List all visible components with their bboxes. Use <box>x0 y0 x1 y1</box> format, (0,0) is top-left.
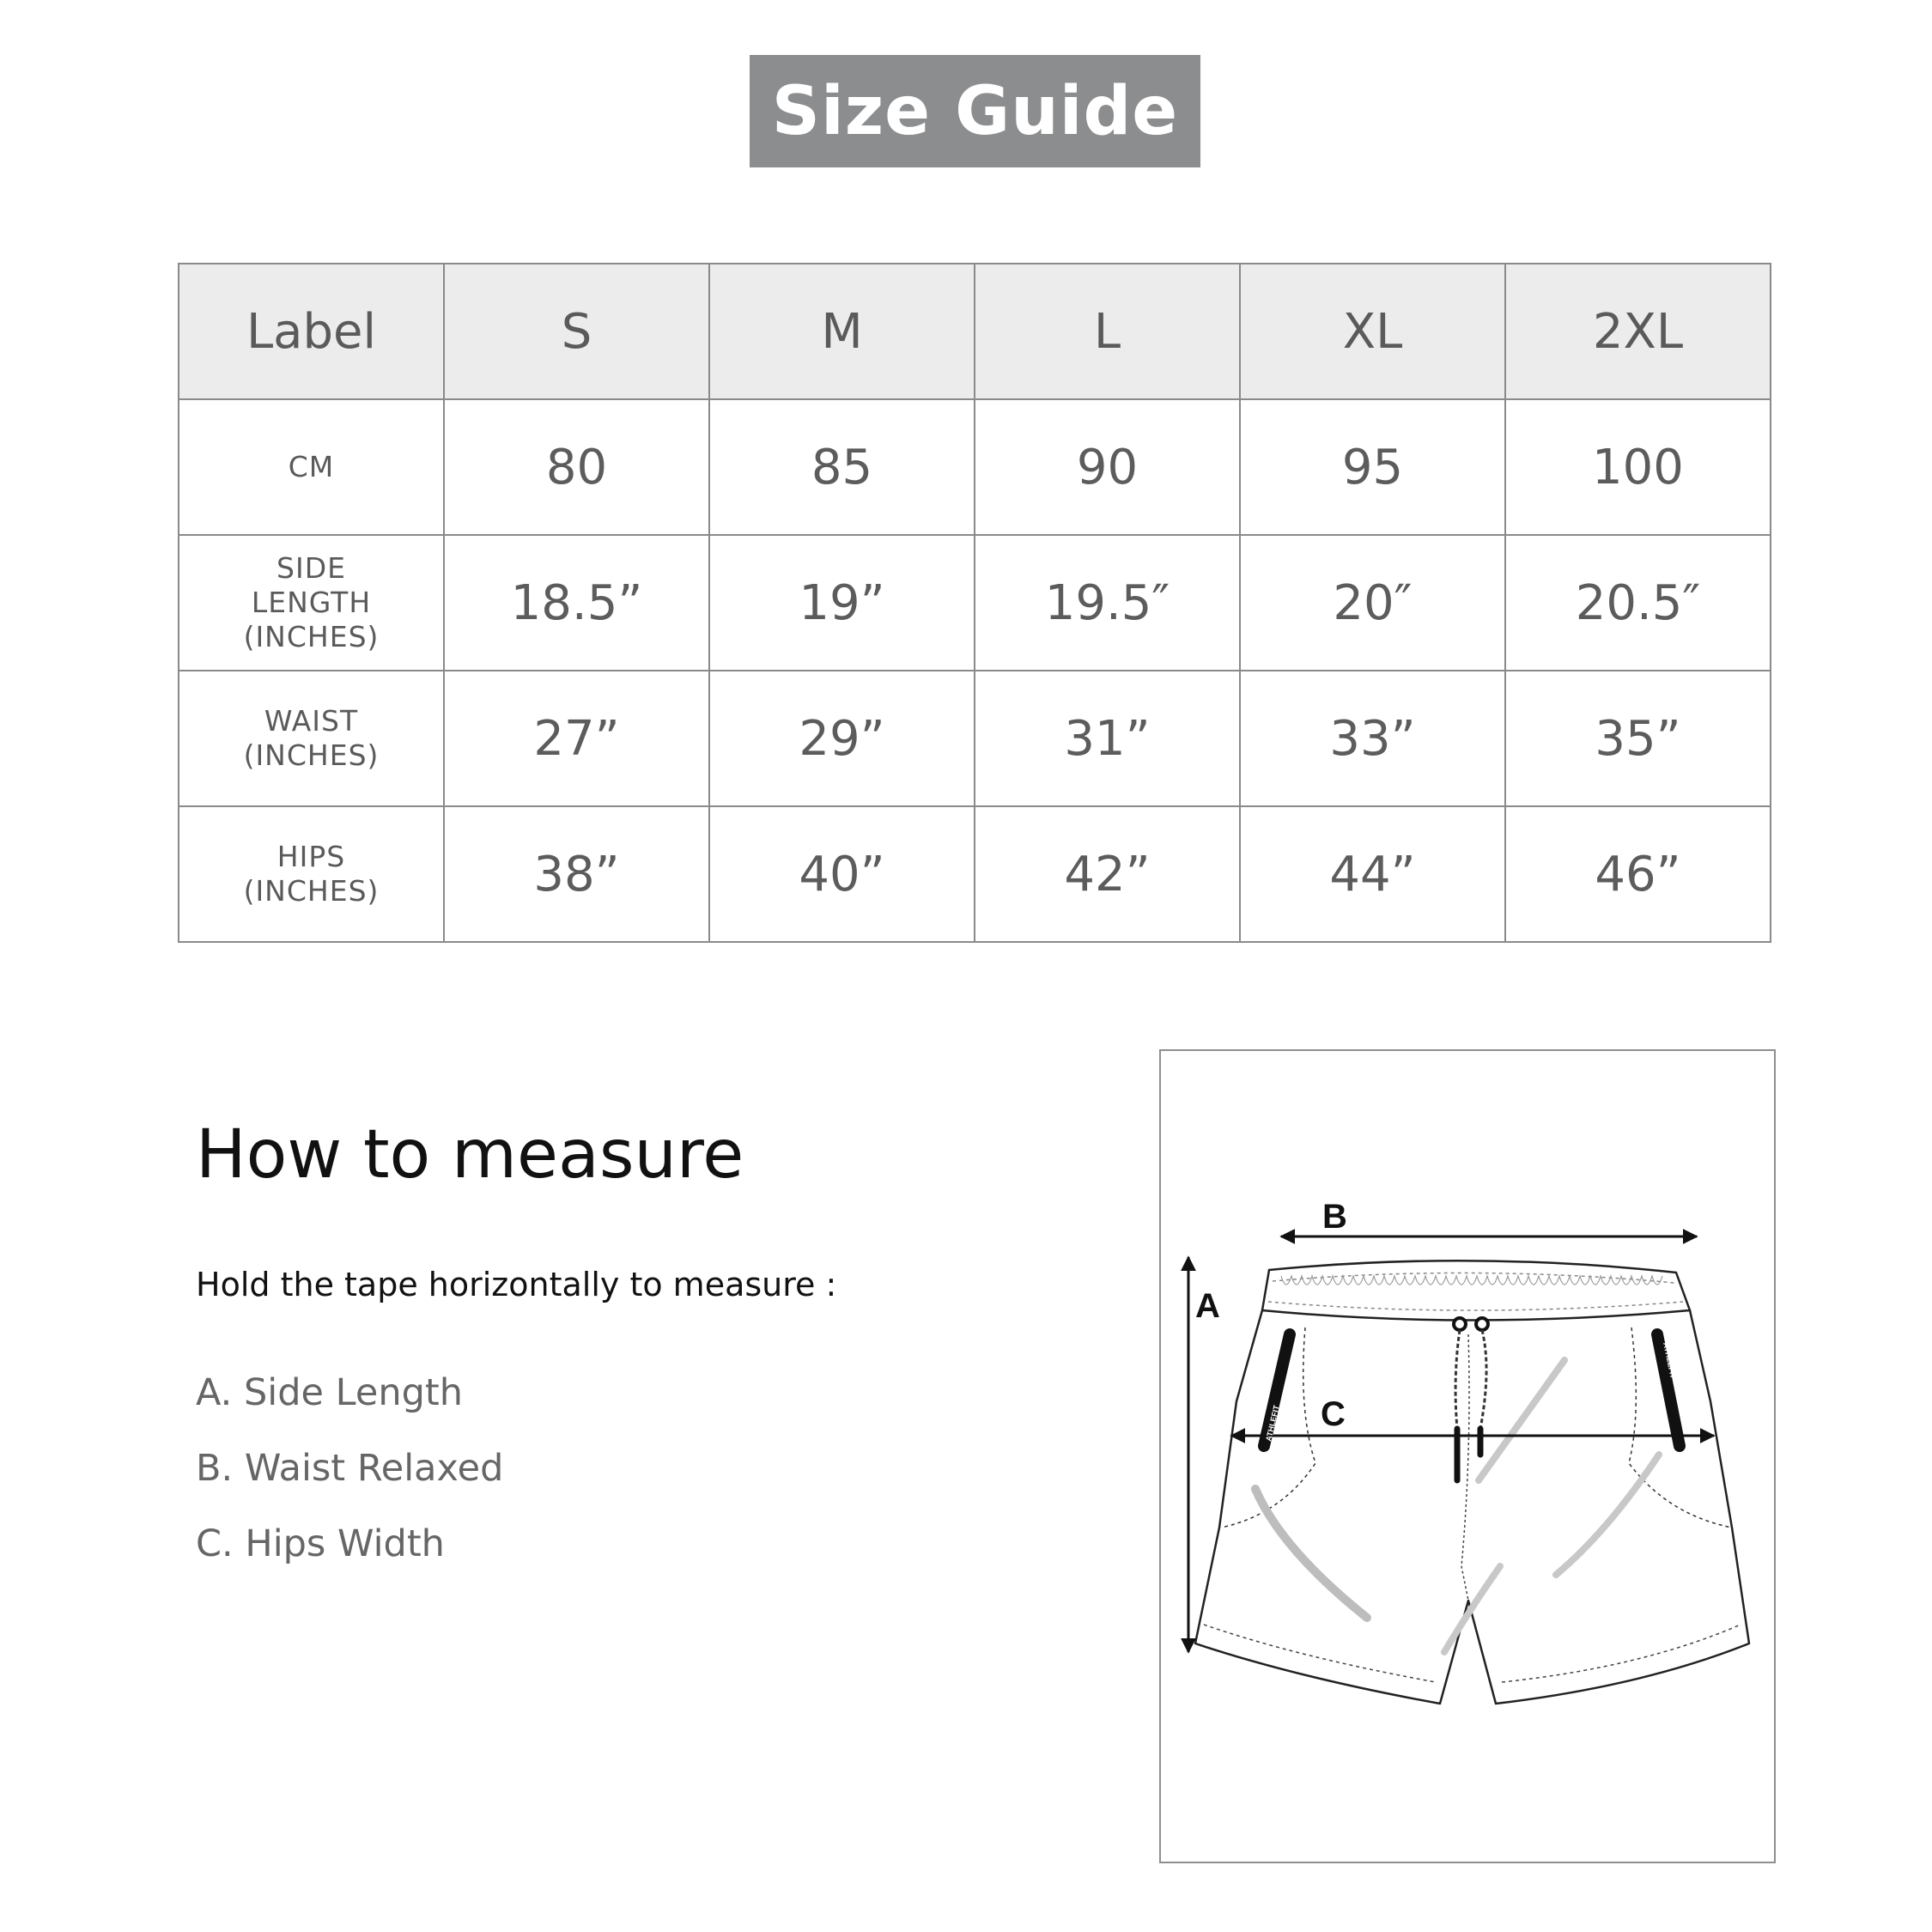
table-cell: 80 <box>444 399 709 535</box>
header-label: Label <box>179 264 444 399</box>
size-table <box>178 263 1771 943</box>
table-cell: 90 <box>975 399 1240 535</box>
shorts-illustration <box>1161 1051 1777 1865</box>
table-row <box>179 399 1771 535</box>
size-guide-banner <box>750 55 1200 167</box>
table-cell: 44” <box>1240 806 1505 942</box>
row-label-line: CM <box>288 450 335 483</box>
table-cell: 19” <box>709 535 975 671</box>
table-cell: 85 <box>709 399 975 535</box>
marker-b: B <box>1322 1198 1347 1236</box>
list-item: B. Waist Relaxed <box>196 1447 504 1490</box>
row-label-line: (INCHES) <box>243 874 380 908</box>
table-cell: 33” <box>1240 671 1505 806</box>
header-size-2xl: 2XL <box>1505 264 1771 399</box>
table-cell: 29” <box>709 671 975 806</box>
list-item: A. Side Length <box>196 1371 463 1414</box>
row-label-waist <box>179 671 444 806</box>
table-row <box>179 671 1771 806</box>
brand-label-right: ATHLEFIT <box>1662 1341 1678 1380</box>
header-size-xl: XL <box>1240 264 1505 399</box>
header-size-m: M <box>709 264 975 399</box>
brand-label-left: ATHLEFIT <box>1264 1404 1281 1443</box>
measure-instructions: Hold the tape horizontally to measure : <box>196 1266 837 1303</box>
row-label-line: WAIST <box>264 704 359 738</box>
row-label-line: (INCHES) <box>243 620 380 653</box>
header-size-s: S <box>444 264 709 399</box>
shorts-diagram <box>1159 1049 1776 1863</box>
table-cell: 100 <box>1505 399 1771 535</box>
table-cell: 19.5″ <box>975 535 1240 671</box>
marker-a: A <box>1195 1287 1220 1325</box>
table-cell: 27” <box>444 671 709 806</box>
table-cell: 20″ <box>1240 535 1505 671</box>
marker-c: C <box>1321 1395 1346 1433</box>
measurement-list <box>196 1367 503 1594</box>
table-cell: 35” <box>1505 671 1771 806</box>
page-title: Size Guide <box>771 72 1179 150</box>
row-label-line: HIPS <box>276 840 346 873</box>
how-to-measure-heading: How to measure <box>196 1116 744 1194</box>
row-label-line: SIDE <box>276 551 346 585</box>
table-cell: 46” <box>1505 806 1771 942</box>
row-label-hips <box>179 806 444 942</box>
header-size-l: L <box>975 264 1240 399</box>
table-row <box>179 806 1771 942</box>
row-label-line: (INCHES) <box>243 738 380 772</box>
row-label-line: LENGTH <box>251 586 372 619</box>
table-cell: 95 <box>1240 399 1505 535</box>
table-cell: 40” <box>709 806 975 942</box>
table-cell: 31” <box>975 671 1240 806</box>
eyelet-icon <box>1454 1318 1466 1330</box>
eyelet-icon <box>1476 1318 1488 1330</box>
table-header-row <box>179 264 1771 399</box>
table-cell: 18.5” <box>444 535 709 671</box>
table-cell: 20.5″ <box>1505 535 1771 671</box>
row-label-side-length <box>179 535 444 671</box>
table-row <box>179 535 1771 671</box>
table-cell: 42” <box>975 806 1240 942</box>
table-cell: 38” <box>444 806 709 942</box>
waistband <box>1262 1261 1690 1320</box>
row-label-cm <box>179 399 444 535</box>
list-item: C. Hips Width <box>196 1522 445 1565</box>
